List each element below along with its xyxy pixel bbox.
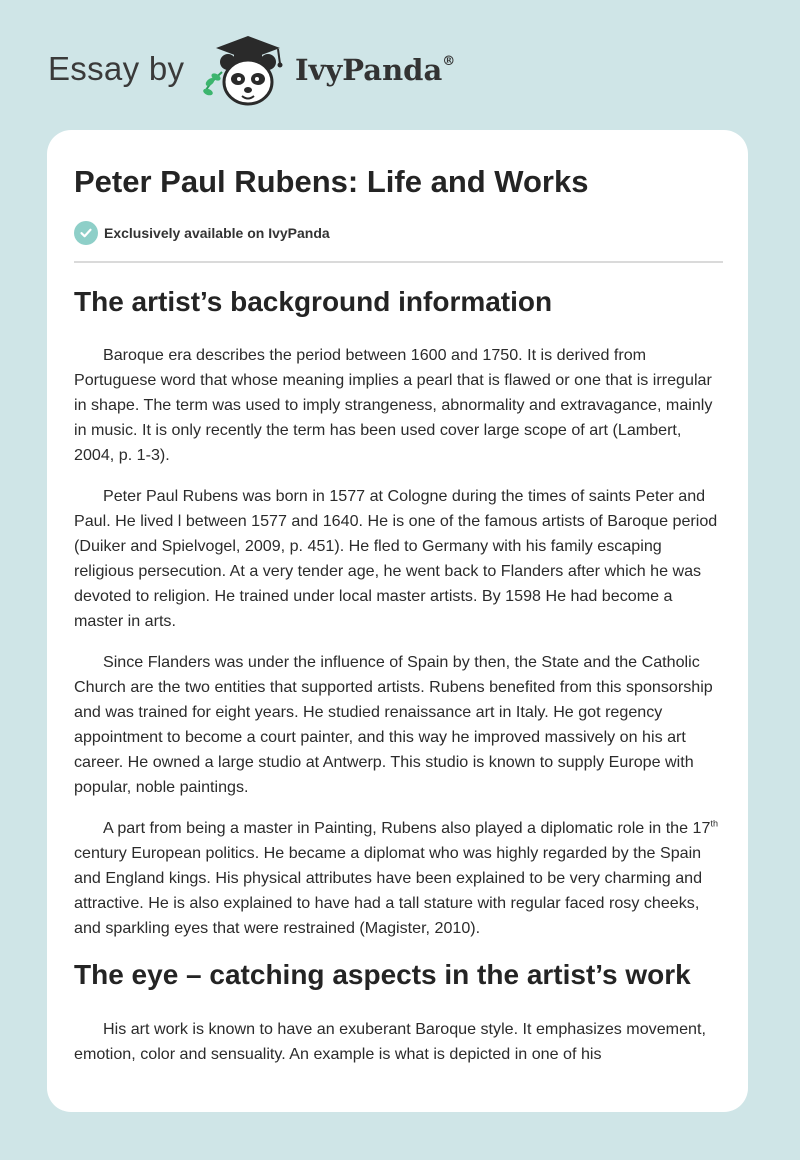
- page-title: Peter Paul Rubens: Life and Works: [74, 164, 589, 199]
- section-heading: The artist’s background information: [74, 286, 553, 317]
- panda-logo-icon[interactable]: [200, 32, 292, 112]
- essay-by-label: Essay by: [48, 50, 185, 87]
- brand-name[interactable]: IvyPanda®: [295, 53, 456, 87]
- divider: [74, 261, 723, 263]
- article-card: [47, 130, 748, 1112]
- paragraph: Peter Paul Rubens was born in 1577 at Cologne during the times of saints Peter and Paul. He lived l between 1577 and 1640. He is one of the famous artists of Baroque period (Duiker and Spielvogel, 2009, p. 451). He fled to Germany with his family escaping religious persecution. At a very tender age, he went back to Flanders after which he was devoted to religion. He trained under local master artists. By 1598 He had become a master in arts.: [74, 487, 718, 630]
- registered-mark: ®: [442, 54, 456, 70]
- exclusive-label: Exclusively available on IvyPanda: [104, 225, 330, 241]
- paragraph: A part from being a master in Painting, Rubens also played a diplomatic role in the 17th century European politics. He became a diplomat who was highly regarded by the Spain and England kings. His physical attributes have been explained to be very charming and attractive. He is also explained to have had a tall stature with regular faced rosy cheeks, and sparkling eyes that were restrained (Magister, 2010).: [74, 818, 718, 937]
- section-heading: The eye – catching aspects in the artist’s work: [74, 959, 691, 990]
- exclusive-badge: [74, 221, 330, 245]
- site-header: [0, 0, 800, 130]
- check-icon: [74, 221, 98, 245]
- paragraph: Baroque era describes the period between 1600 and 1750. It is derived from Portuguese word that whose meaning implies a pearl that is flawed or one that is irregular in shape. The term was used to imply strangeness, abnormality and extravagance, mainly in music. It is only recently the term has been used cover large scope of art (Lambert, 2004, p. 1-3).: [74, 346, 713, 464]
- paragraph: Since Flanders was under the influence of Spain by then, the State and the Catholic Church are the two entities that supported artists. Rubens benefited from this sponsorship and was trained for eight years. He studied renaissance art in Italy. He got regency appointment to become a court painter, and this way he improved massively on his art career. He owned a large studio at Antwerp. This studio is known to supply Europe with popular, noble paintings.: [74, 653, 713, 796]
- paragraph: His art work is known to have an exuberant Baroque style. It emphasizes movement, emotion, color and sensuality. An example is what is depicted in one of his: [74, 1020, 706, 1063]
